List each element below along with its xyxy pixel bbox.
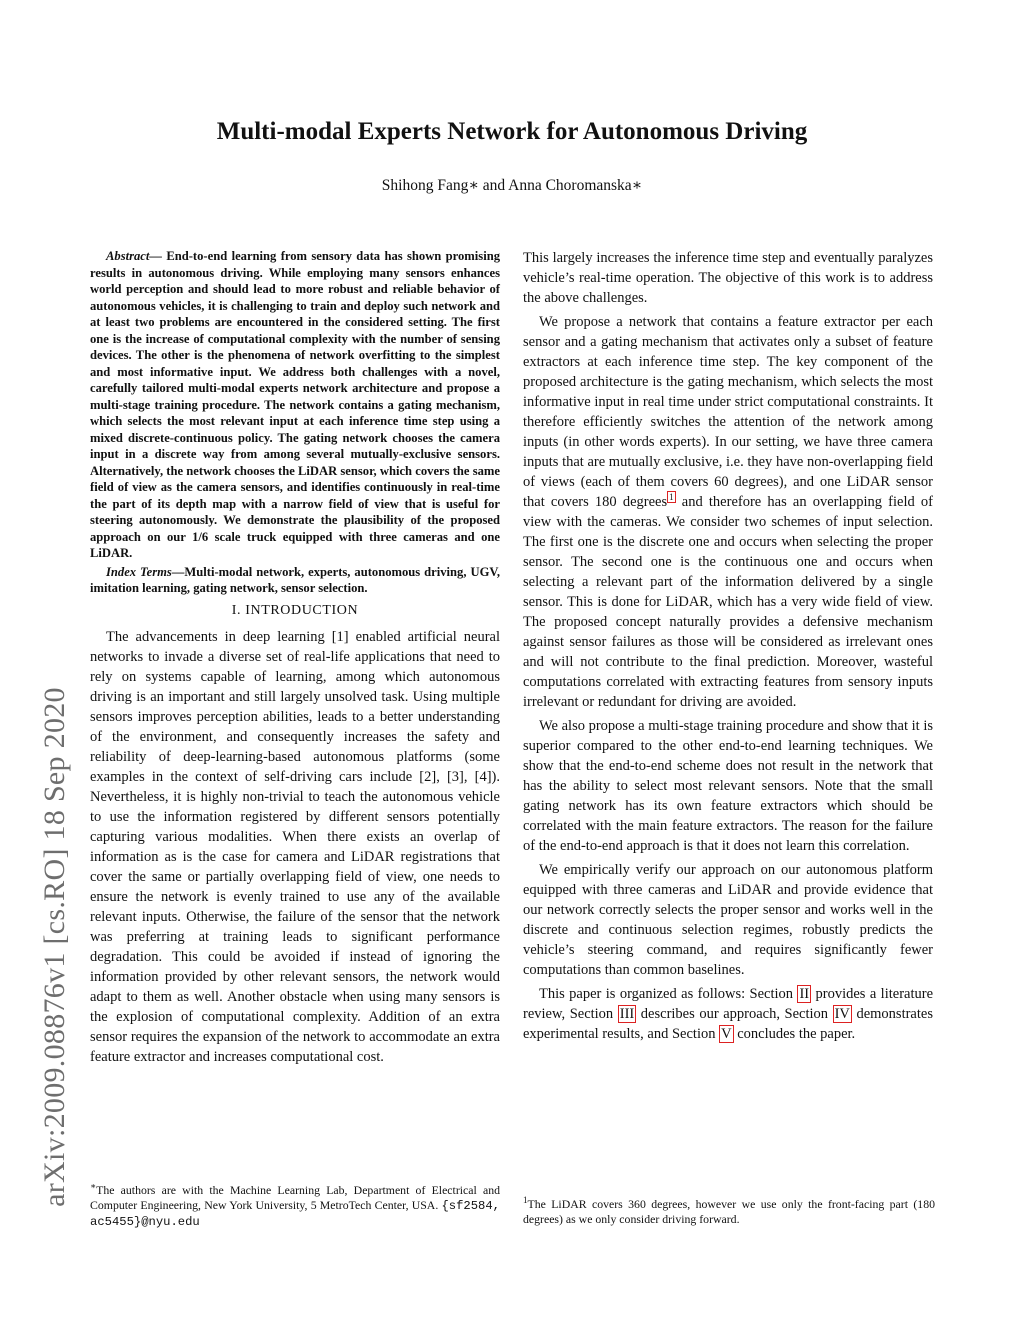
footnote-lidar <box>523 1197 935 1227</box>
section-heading-introduction: I. INTRODUCTION <box>231 602 359 618</box>
body-paragraph <box>523 984 933 1044</box>
paragraph-text: This paper is organized as follows: Section <box>539 986 798 1002</box>
index-terms <box>90 564 500 597</box>
left-column <box>90 248 500 1067</box>
index-terms-label: Index Terms <box>106 564 172 579</box>
author-line: Shihong Fang∗ and Anna Choromanska∗ <box>381 177 643 194</box>
section-ref-link[interactable]: IV <box>834 1006 850 1022</box>
paragraph-text: demonstrates experimental results, and Section <box>523 1006 933 1042</box>
abstract-label: Abstract— <box>106 249 162 263</box>
arxiv-identifier[interactable]: arXiv:2009.08876v1 [cs.RO] 18 Sep 2020 <box>38 687 71 1207</box>
footnote-link[interactable]: 1 <box>669 492 674 503</box>
footnote-mark: 1 <box>523 1195 528 1206</box>
section-ref-link[interactable]: II <box>799 986 810 1002</box>
body-paragraph: We also propose a multi-stage training procedure and show that it is superior compared to the other end-to-end learning techniques. We show that the end-to-end scheme does not result in the network that has the ability to select most relevant sensors. Note that the small gating network has its own feature extractors which should be correlated with the main feature extractors. The reason for the failure of the end-to-end approach is that it does not learn this correlation. <box>523 718 933 854</box>
section-ref-link[interactable]: III <box>619 1006 635 1022</box>
footnote-text: The authors are with the Machine Learning Lab, Department of Electrical and Computer Engineering, New York University, 5 MetroTech Center, USA. <box>90 1183 500 1212</box>
abstract-text: End-to-end learning from sensory data has shown promising results in autonomous driving. While employing many sensors enhances world perception and should lead to more robust and reliable behavior of autonomous vehicles, it is challenging to train and deploy such network and at least two problems are encountered in the considered setting. The first one is the increase of computational complexity with the number of sensing devices. The other is the phenomena of network overfitting to the simplest and most informative input. We address both challenges with a novel, carefully tailored multi-modal experts network architecture and propose a multi-stage training procedure. The network contains a gating mechanism, which selects the most relevant input at each inference time step using a mixed discrete-continuous policy. The gating network chooses the camera input in a discrete way from among several mutually-exclusive sensors. Alternatively, the network chooses the LiDAR sensor, which covers the same field of view as the camera sensors, and identifies continuously in real-time the part of its depth map with a narrow field of view that is useful for steering autonomously. We demonstrate the plausibility of the proposed approach on our 1/6 scale truck equipped with three cameras and one LiDAR. <box>90 249 500 560</box>
paragraph-text: and therefore has an overlapping field of view with the cameras. We consider two schemes of input selection. The first one is the discrete one and occurs when selecting the proper sensor. The second one is the continuous one and occurs when selecting a relevant part of the information delivered by a single sensor. This is done for LiDAR, which has a very wide field of view. The proposed concept naturally provides a defensive mechanism against sensor failures as those will be considered as irrelevant ones and will not contribute to the final prediction. Moreover, wasteful computations correlated with extracting features from sensory inputs irrelevant or redundant for driving are avoided. <box>523 494 933 710</box>
right-column <box>523 248 933 1044</box>
author-email: {sf2584, ac5455}@nyu.edu <box>90 1199 500 1229</box>
paragraph-text: provides a literature review, Section <box>523 986 934 1022</box>
section-ref-link[interactable]: V <box>721 1026 732 1042</box>
footnote-affiliation <box>90 1183 500 1230</box>
abstract <box>90 248 500 562</box>
footnote-text: The LiDAR covers 360 degrees, however we use only the front-facing part (180 degrees) as we only consider driving forward. <box>523 1197 935 1226</box>
body-paragraph: We empirically verify our approach on our autonomous platform equipped with three cameras and LiDAR and provide evidence that our network correctly selects the proper sensor and works well in the discrete and continuous selection regimes, robustly predicts the vehicle’s steering command, and requires significantly fewer computations than common baselines. <box>523 862 933 978</box>
footnote-mark: ∗ <box>90 1181 97 1192</box>
intro-paragraph: The advancements in deep learning [1] enabled artificial neural networks to invade a diverse set of real-life applications that need to rely on systems capable of learning, among which autonomous driving is an important and still largely unsolved task. Using multiple sensors improves perception abilities, leads to a better understanding of the environment, and consequently increases the safety and reliability of deep-learning-based autonomous platforms (some examples in the context of self-driving cars include [2], [3], [4]). Nevertheless, it is highly non-trivial to teach the autonomous vehicle to use the information registered by different sensors potentially capturing various modalities. When there exists an overlap of information as is the case for camera and LiDAR registrations that cover the same or partially overlapping field of view, one needs to ensure the network is evenly trained to use any of the available relevant inputs. Otherwise, the failure of the sensor that the network was preferring at training leads to significant performance degradation. This could be avoided if instead of ignoring the information provided by other relevant sensors, the network would adapt to them as well. Another obstacle when using many sensors is the explosion of computational complexity. Addition of an extra sensor requires the expansion of the network to accommodate an extra feature extractor and increases computational cost. <box>90 628 500 1065</box>
arxiv-sidenote <box>20 350 90 1207</box>
body-paragraph: This largely increases the inference time step and eventually paralyzes vehicle’s real-time operation. The objective of this work is to address the above challenges. <box>523 250 933 306</box>
body-paragraph <box>523 312 933 712</box>
paragraph-text: We propose a network that contains a feature extractor per each sensor and a gating mechanism that activates only a subset of feature extractors at each inference time step. The key component of the proposed architecture is the gating mechanism, which selects the most informative input in real time under strict computational constraints. It therefore efficiently switches the attention of the network among inputs (in other words experts). In our setting, we have three camera inputs that are mutually exclusive, i.e. they have non-overlapping field of views (each of them covers 60 degrees), and one LiDAR sensor that covers 180 degrees <box>523 314 933 510</box>
paragraph-text: concludes the paper. <box>733 1026 856 1042</box>
index-terms-text: —Multi-modal network, experts, autonomous driving, UGV, imitation learning, gating network, sensor selection. <box>90 564 500 595</box>
paper-title: Multi-modal Experts Network for Autonomous Driving <box>216 118 808 145</box>
paragraph-text: describes our approach, Section <box>636 1006 833 1022</box>
